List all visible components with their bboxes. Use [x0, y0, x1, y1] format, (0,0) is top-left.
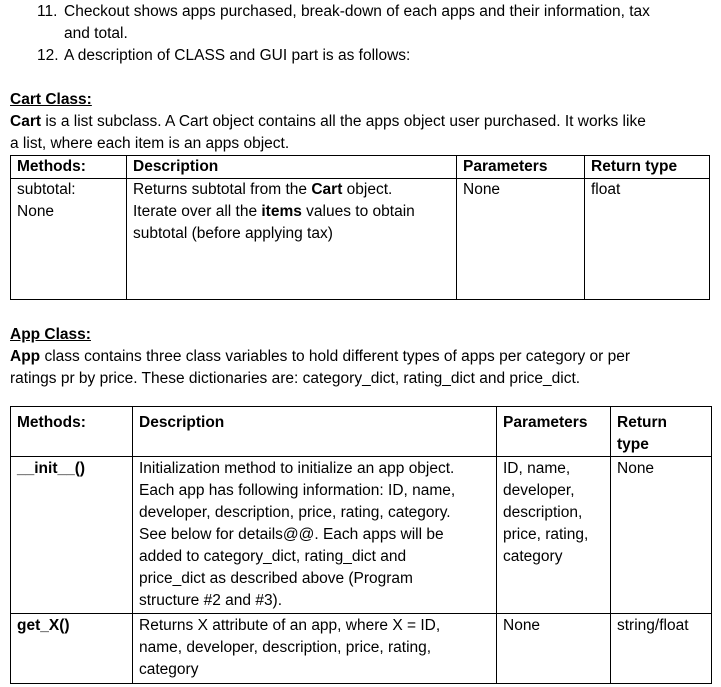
- app-init-desc-line: structure #2 and #3).: [139, 592, 283, 609]
- table-row: [11, 614, 712, 684]
- app-init-desc-line: added to category_dict, rating_dict and: [139, 548, 407, 565]
- cart-parameters-cell: None: [457, 179, 585, 300]
- cart-desc-line-1: [133, 179, 450, 201]
- cart-header-methods: Methods:: [11, 156, 127, 179]
- app-getx-return-type-cell: string/float: [611, 614, 712, 684]
- cart-method-name: subtotal:: [17, 181, 76, 198]
- cart-desc-l1-post: object.: [342, 181, 393, 198]
- cart-method-arg: None: [17, 203, 55, 220]
- app-header-methods: Methods:: [11, 407, 133, 457]
- app-init-param-line: ID, name,: [503, 460, 571, 477]
- app-class-intro-line-1: [10, 346, 630, 368]
- app-init-desc-line: developer, description, price, rating, category.: [139, 504, 451, 521]
- list-item-12-line-1: A description of CLASS and GUI part is as follows:: [64, 47, 411, 64]
- app-init-desc-line: Initialization method to initialize an app object.: [139, 460, 455, 477]
- cart-method-cell: [11, 179, 127, 300]
- app-init-parameters-cell: [497, 457, 611, 614]
- cart-table-header-row: [11, 156, 710, 179]
- app-init-param-line: developer,: [503, 482, 575, 499]
- app-intro-text: class contains three class variables to hold different types of apps per category or per: [40, 348, 631, 365]
- list-item-11-line-2: and total.: [64, 25, 128, 42]
- app-init-param-line: price, rating,: [503, 526, 589, 543]
- cart-class-heading: Cart Class:: [10, 91, 92, 108]
- app-init-return-type-cell: None: [611, 457, 712, 614]
- cart-intro-text: is a list subclass. A Cart object contains all the apps object user purchased. It works like: [41, 113, 646, 130]
- cart-desc-l2-post: values to obtain: [301, 203, 415, 220]
- app-getx-desc-line: category: [139, 661, 199, 678]
- app-keyword: App: [10, 348, 41, 365]
- app-init-param-line: category: [503, 548, 563, 565]
- app-class-intro-line-2: ratings pr by price. These dictionaries are: category_dict, rating_dict and price_dict.: [10, 370, 581, 387]
- cart-methods-table: [10, 155, 710, 300]
- cart-class-intro-line-1: [10, 111, 646, 133]
- cart-class-intro-line-2: a list, where each item is an apps object.: [10, 135, 290, 152]
- app-init-param-line: description,: [503, 504, 583, 521]
- cart-desc-line-3: subtotal (before applying tax): [133, 225, 333, 242]
- app-header-description: Description: [133, 407, 497, 457]
- app-header-return-line-2: type: [617, 436, 649, 453]
- app-header-parameters: Parameters: [497, 407, 611, 457]
- cart-desc-l1-pre: Returns subtotal from the: [133, 181, 312, 198]
- list-item-number-12: 12.: [37, 47, 59, 64]
- list-item-number-11: 11.: [37, 3, 58, 20]
- cart-header-description: Description: [127, 156, 457, 179]
- app-init-desc-line: See below for details@@. Each apps will be: [139, 526, 444, 543]
- cart-desc-l2-bold: items: [261, 203, 302, 220]
- table-row: [11, 179, 710, 300]
- cart-desc-l1-bold: Cart: [311, 181, 343, 198]
- app-class-heading: App Class:: [10, 326, 91, 343]
- cart-return-type-cell: float: [585, 179, 710, 300]
- app-getx-parameters-cell: None: [497, 614, 611, 684]
- cart-desc-line-2: [133, 201, 450, 223]
- app-init-desc-line: price_dict as described above (Program: [139, 570, 413, 587]
- cart-header-return-type: Return type: [585, 156, 710, 179]
- app-getx-desc-line: Returns X attribute of an app, where X = ID,: [139, 617, 441, 634]
- app-init-desc-line: Each app has following information: ID, name,: [139, 482, 456, 499]
- app-getx-desc-line: name, developer, description, price, rating,: [139, 639, 432, 656]
- cart-desc-l2-pre: Iterate over all the: [133, 203, 262, 220]
- app-init-description-cell: [133, 457, 497, 614]
- app-header-return-type: [611, 407, 712, 457]
- app-method-get-x: get_X(): [11, 614, 133, 684]
- list-item-11-line-1: Checkout shows apps purchased, break-down of each apps and their information, tax: [64, 3, 650, 20]
- app-table-header-row: [11, 407, 712, 457]
- app-getx-description-cell: [133, 614, 497, 684]
- table-row: [11, 457, 712, 614]
- cart-description-cell: [127, 179, 457, 300]
- cart-header-parameters: Parameters: [457, 156, 585, 179]
- app-methods-table: [10, 406, 712, 684]
- app-header-return-line-1: Return: [617, 414, 667, 431]
- app-method-init: __init__(): [11, 457, 133, 614]
- cart-keyword: Cart: [10, 113, 42, 130]
